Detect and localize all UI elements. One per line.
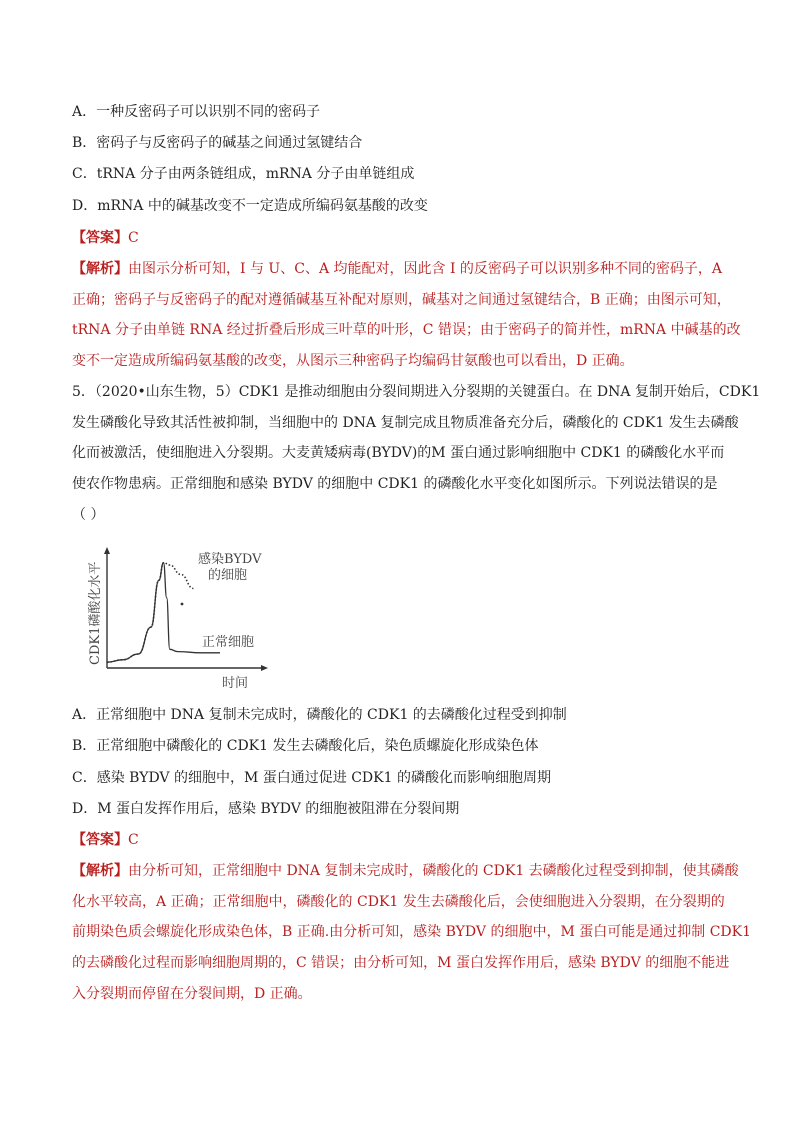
q5-analysis-line-4: 的去磷酸化过程而影响细胞周期的，C 错误；由分析可知，M 蛋白发挥作用后，感染 BYDV 的细胞不能进 (72, 955, 730, 972)
chart-dot-mark (181, 603, 184, 606)
q4-analysis (72, 254, 741, 377)
q4-option-d: D．mRNA 中的碱基改变不一定造成所编码氨基酸的改变 (72, 198, 428, 214)
q4-option-c: C．tRNA 分子由两条链组成，mRNA 分子由单链组成 (72, 166, 415, 182)
q5-option-c: C．感染 BYDV 的细胞中，M 蛋白通过促进 CDK1 的磷酸化而影响细胞周期 (72, 770, 551, 786)
q5-analysis-line-5: 入分裂期而停留在分裂间期，D 正确。 (72, 985, 312, 1002)
q5-stem-line-2: 发生磷酸化导致其活性被抑制，当细胞中的 DNA 复制完成且物质准备充分后，磷酸化的 CDK1 发生去磷酸 (72, 414, 739, 431)
series-line-infected (107, 563, 193, 663)
q5-analysis-line-2: 化水平较高，A 正确；正常细胞中，磷酸化的 CDK1 发生去磷酸化后，会使细胞进入分裂期，在分裂期的 (72, 893, 725, 910)
q5-analysis-text-1: 由分析可知，正常细胞中 DNA 复制未完成时，磷酸化的 CDK1 去磷酸化过程受到抑制，使其磷酸 (128, 863, 739, 879)
q5-stem-line-3: 化而被激活，使细胞进入分裂期。大麦黄矮病毒(BYDV)的M 蛋白通过影响细胞中 CDK1 的磷酸化水平而 (72, 445, 725, 462)
q5-analysis-line-3: 前期染色质会螺旋化形成染色体，B 正确.由分析可知，感染 BYDV 的细胞中，M 蛋白可能是通过抑制 CDK1 (72, 924, 751, 941)
q5-answer (72, 830, 139, 850)
q4-analysis-line-2: 正确；密码子与反密码子的配对遵循碱基互补配对原则，碱基对之间通过氢键结合，B 正确；由图示可知， (72, 291, 731, 308)
q5-option-a: A．正常细胞中 DNA 复制未完成时，磷酸化的 CDK1 的去磷酸化过程受到抑制 (72, 707, 567, 723)
series-label-infected-1: 感染BYDV (198, 552, 262, 567)
q5-stem-line-5: （ ） (72, 506, 105, 523)
q5-answer-value: C (128, 832, 139, 848)
q5-option-d: D．M 蛋白发挥作用后，感染 BYDV 的细胞被阻滞在分裂间期 (72, 801, 460, 817)
q5-answer-label: 【答案】 (72, 832, 128, 848)
q5-analysis (72, 856, 751, 1010)
cdk1-phosphorylation-chart (82, 543, 282, 693)
q5-stem-line-4: 使农作物患病。正常细胞和感染 BYDV 的细胞中 CDK1 的磷酸化水平变化如图所示。下列说法错误的是 (72, 476, 718, 493)
q4-answer-value: C (128, 230, 139, 246)
q5-option-b: B．正常细胞中磷酸化的 CDK1 发生去磷酸化后，染色质螺旋化形成染色体 (72, 738, 539, 754)
q5-analysis-line-1 (72, 856, 739, 887)
q4-analysis-text-1: 由图示分析可知，I 与 U、C、A 均能配对，因此含 I 的反密码子可以识别多种不同的密码子，A (128, 261, 723, 277)
q5-analysis-label: 【解析】 (72, 863, 128, 879)
x-axis-arrow (261, 665, 268, 671)
x-axis-label: 时间 (222, 676, 249, 691)
q4-option-a: A．一种反密码子可以识别不同的密码子 (72, 104, 321, 120)
y-axis-label: CDK1磷酸化水平 (88, 561, 103, 665)
q5-stem (72, 377, 761, 531)
q4-analysis-line-1 (72, 254, 732, 285)
series-label-infected-2: 的细胞 (208, 568, 248, 583)
y-axis-arrow (104, 547, 110, 554)
q4-answer-label: 【答案】 (72, 230, 128, 246)
q5-stem-line-1: 5．（2020•山东生物，5）CDK1 是推动细胞由分裂间期进入分裂期的关键蛋白。在 DNA 复制开始后，CDK1 (72, 384, 761, 400)
q4-analysis-label: 【解析】 (72, 261, 128, 277)
q4-option-b: B．密码子与反密码子的碱基之间通过氢键结合 (72, 135, 363, 151)
q4-analysis-line-3: tRNA 分子由单链 RNA 经过折叠后形成三叶草的叶形，C 错误；由于密码子的简并性，mRNA 中碱基的改 (72, 322, 741, 339)
series-label-normal: 正常细胞 (202, 635, 255, 650)
q4-analysis-line-4: 变不一定造成所编码氨基酸的改变，从图示三种密码子均编码甘氨酸也可以看出，D 正确。 (72, 353, 634, 370)
q4-answer (72, 228, 139, 248)
